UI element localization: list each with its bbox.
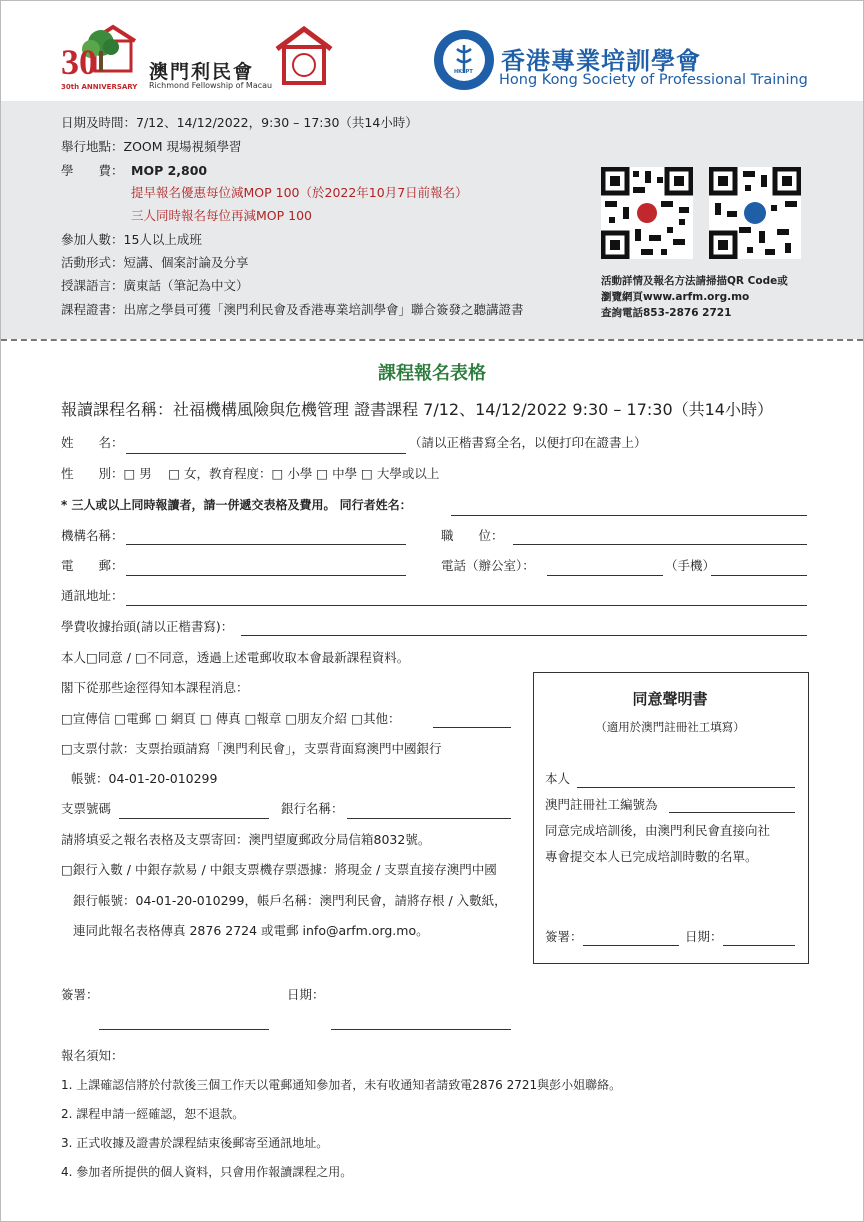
date-label: 日期：	[287, 987, 325, 1002]
bank-label: 銀行名稱：	[281, 801, 344, 816]
info-size: 參加人數：15人以上成班	[61, 232, 202, 247]
sign-label: 簽署：	[61, 987, 99, 1002]
address-label: 通訊地址：	[61, 588, 124, 603]
address-field[interactable]	[126, 605, 807, 606]
declaration-subtitle: （適用於澳門註冊社工填寫）	[595, 720, 745, 734]
info-group-discount: 三人同時報名每位再減MOP 100	[131, 208, 312, 223]
declaration-name-field[interactable]	[577, 787, 795, 788]
header	[1, 1, 863, 101]
consent-declaration-box	[533, 672, 809, 964]
info-language: 授課語言：廣東話（筆記為中文）	[61, 278, 249, 293]
receipt-field[interactable]	[241, 635, 807, 636]
cut-line	[1, 339, 863, 341]
position-field[interactable]	[513, 544, 807, 545]
org1-name-cn: 澳門利民會	[149, 61, 255, 83]
anniversary-text: 30th ANNIVERSARY	[61, 83, 138, 91]
org2-name-en: Hong Kong Society of Professional Training	[499, 72, 808, 88]
org-field[interactable]	[126, 544, 406, 545]
declaration-sign-label: 簽署：	[545, 929, 583, 944]
note-4: 4. 參加者所提供的個人資料，只會用作報讀課程之用。	[61, 1165, 353, 1179]
date-field[interactable]	[331, 1029, 511, 1030]
course-name: 報讀課程名稱：社福機構風險與危機管理 證書課程 7/12、14/12/2022 9:30 – 17:30（共14小時）	[61, 400, 773, 419]
sign-field[interactable]	[99, 1029, 269, 1030]
qr-code-2[interactable]	[709, 167, 801, 259]
info-fee: MOP 2,800	[131, 163, 208, 178]
deposit-line-2: 銀行帳號：04-01-20-010299，帳戶名稱：澳門利民會，請將存根 / 入數紙，	[73, 893, 507, 908]
gender-education-row[interactable]: 性 別：□ 男 □ 女，教育程度：□ 小學 □ 中學 □ 大學或以上	[61, 466, 440, 481]
position-label: 職 位：	[441, 528, 504, 543]
qr-note-3: 查詢電話853-2876 2721	[601, 307, 732, 319]
deposit-line-1[interactable]: □銀行入數 / 中銀存款易 / 中銀支票機存票憑據：將現金 / 支票直接存澳門中國	[61, 862, 497, 877]
org2-name-cn: 香港專業培訓學會	[501, 47, 701, 75]
email-label: 電 郵：	[61, 558, 124, 573]
cheque-account: 帳號：04-01-20-010299	[71, 771, 218, 786]
note-1: 1. 上課確認信將於付款後三個工作天以電郵通知參加者，未有收通知者請致電2876 2721與彭小姐聯絡。	[61, 1078, 622, 1092]
declaration-number-field[interactable]	[669, 812, 795, 813]
mobile-label: （手機）	[665, 558, 716, 573]
info-certificate: 課程證書：出席之學員可獲「澳門利民會及香港專業培訓學會」聯合簽發之聽講證書	[61, 302, 524, 317]
qr-note-1: 活動詳情及報名方法請掃描QR Code或	[601, 275, 788, 287]
anniversary-badge: 30	[61, 42, 97, 82]
companion-field[interactable]	[451, 515, 807, 516]
declaration-title: 同意聲明書	[632, 690, 708, 708]
org-label: 機構名稱：	[61, 528, 124, 543]
source-other-field[interactable]	[433, 727, 511, 728]
note-3: 3. 正式收據及證書於課程結束後郵寄至通訊地址。	[61, 1136, 329, 1150]
info-format: 活動形式：短講、個案討論及分享	[61, 255, 249, 270]
anniversary-logo	[61, 21, 136, 89]
companion-label: * 三人或以上同時報讀者，請一併遞交表格及費用。 同行者姓名：	[61, 498, 412, 512]
declaration-line-2: 澳門註冊社工編號為	[545, 797, 658, 812]
consent-row[interactable]: 本人□同意 / □不同意，透過上述電郵收取本會最新課程資料。	[61, 650, 410, 665]
name-note: （請以正楷書寫全名，以便打印在證書上）	[409, 435, 647, 450]
declaration-line-3: 同意完成培訓後，由澳門利民會直接向社	[545, 823, 771, 838]
mail-instruction: 請將填妥之報名表格及支票寄回：澳門望廈郵政分局信箱8032號。	[61, 832, 431, 847]
notes-title: 報名須知：	[61, 1048, 124, 1063]
cheque-payment[interactable]: □支票付款：支票抬頭請寫「澳門利民會」，支票背面寫澳門中國銀行	[61, 741, 442, 756]
qr-code-1[interactable]	[601, 167, 693, 259]
source-label: 閣下從那些途徑得知本課程消息：	[61, 680, 249, 695]
receipt-label: 學費收據抬頭(請以正楷書寫)：	[61, 619, 234, 634]
office-phone-field[interactable]	[547, 575, 663, 576]
name-label: 姓 名：	[61, 435, 124, 450]
declaration-sign-field[interactable]	[583, 945, 679, 946]
declaration-line-1: 本人	[545, 771, 571, 786]
house-logo	[273, 25, 335, 87]
deposit-line-3: 連同此報名表格傳真 2876 2724 或電郵 info@arfm.org.mo。	[73, 923, 429, 938]
cheque-no-label: 支票號碼	[61, 801, 112, 816]
office-phone-label: 電話（辦公室）：	[441, 558, 535, 573]
bank-field[interactable]	[347, 818, 511, 819]
name-field[interactable]	[126, 453, 406, 454]
email-field[interactable]	[126, 575, 406, 576]
declaration-date-label: 日期：	[685, 929, 723, 944]
info-date: 日期及時間：7/12、14/12/2022，9:30 – 17:30（共14小時）	[61, 115, 418, 130]
hkspt-seal	[433, 29, 495, 91]
source-options[interactable]: □宣傳信 □電郵 □ 網頁 □ 傳真 □報章 □朋友介紹 □其他：	[61, 711, 401, 726]
cheque-no-field[interactable]	[119, 818, 269, 819]
mobile-field[interactable]	[711, 575, 807, 576]
hkspt-label: HKSPT	[454, 69, 473, 75]
declaration-line-4: 專會提交本人已完成培訓時數的名單。	[545, 849, 758, 864]
qr-note-2: 瀏覽網頁www.arfm.org.mo	[601, 291, 750, 303]
info-fee-label: 學 費：	[61, 163, 124, 178]
note-2: 2. 課程申請一經確認，恕不退款。	[61, 1107, 245, 1121]
form-title: 課程報名表格	[378, 363, 486, 384]
info-venue: 舉行地點：ZOOM 現場視頻學習	[61, 139, 242, 154]
declaration-date-field[interactable]	[723, 945, 795, 946]
info-early-discount: 提早報名優惠每位減MOP 100（於2022年10月7日前報名）	[131, 185, 468, 200]
org1-name-en: Richmond Fellowship of Macau	[149, 81, 273, 90]
